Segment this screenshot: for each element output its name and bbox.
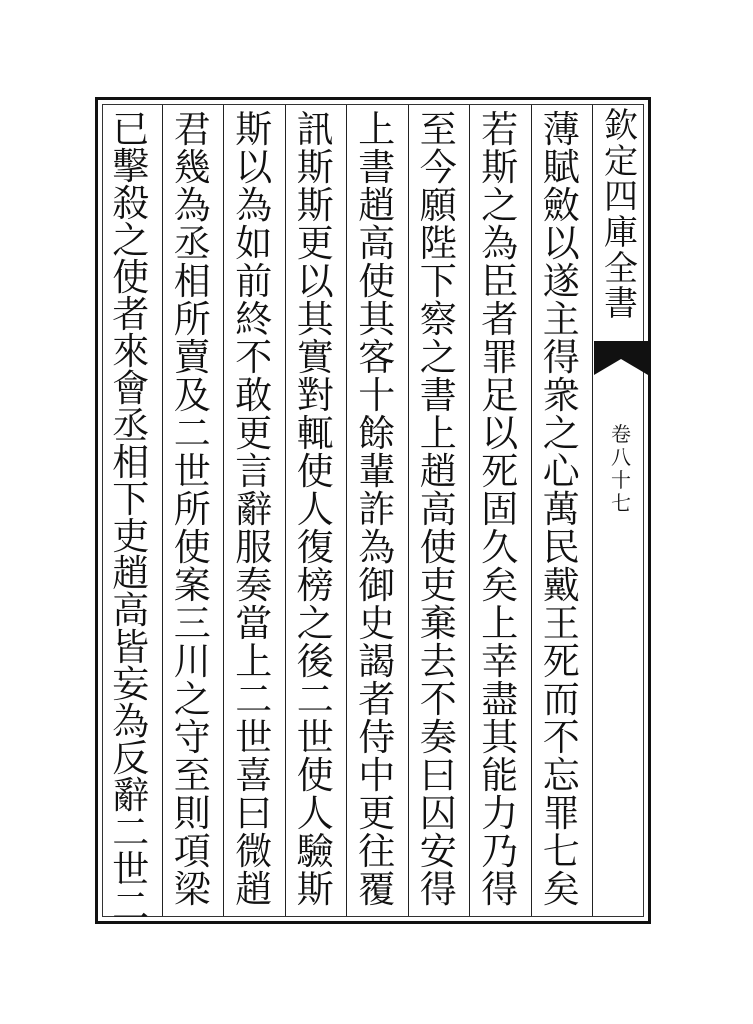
glyph: 為 [173,184,211,227]
glyph: 殺 [112,182,150,225]
glyph: 丞 [112,404,150,447]
glyph: 斯 [235,108,273,151]
glyph: 已 [112,108,150,151]
glyph: 忘 [542,754,580,797]
glyph: 服 [235,526,273,569]
text-column [162,105,224,916]
glyph: 三 [173,602,211,645]
glyph: 矣 [481,564,519,607]
glyph: 久 [481,526,519,569]
glyph: 及 [173,374,211,417]
glyph: 書 [358,146,396,189]
glyph: 上 [358,108,396,151]
glyph: 十 [358,374,396,417]
glyph: 若 [481,108,519,151]
glyph: 往 [358,830,396,873]
glyph: 民 [542,526,580,569]
glyph: 願 [419,184,457,227]
glyph: 案 [173,564,211,607]
glyph: 不 [419,678,457,721]
text-column [100,105,162,928]
glyph: 二 [112,885,150,928]
glyph: 餘 [358,412,396,455]
glyph: 幸 [481,640,519,683]
glyph: 二 [112,811,150,854]
glyph: 之 [112,219,150,262]
text-block [102,104,644,928]
glyph: 斯 [296,184,334,227]
glyph: 罪 [542,792,580,835]
glyph: 斯 [296,868,334,911]
column-rule [285,105,286,916]
glyph: 敢 [235,374,273,417]
text-column [223,105,285,916]
glyph: 之 [173,678,211,721]
glyph: 盡 [481,678,519,721]
glyph: 幾 [173,146,211,189]
glyph: 下 [419,260,457,303]
column-rule [531,105,532,916]
glyph: 則 [173,792,211,835]
margin-char: 四 [604,177,638,218]
glyph: 人 [296,488,334,531]
glyph: 固 [481,488,519,531]
text-column [346,105,408,916]
glyph: 更 [296,222,334,265]
glyph: 至 [173,754,211,797]
glyph: 吏 [112,515,150,558]
glyph: 戴 [542,564,580,607]
margin-char: 七 [611,491,631,515]
glyph: 御 [358,564,396,607]
glyph: 高 [419,488,457,531]
column-rule [469,105,470,916]
glyph: 妄 [112,663,150,706]
column-rule [408,105,409,916]
glyph: 輒 [296,412,334,455]
glyph: 以 [235,146,273,189]
glyph: 詐 [358,488,396,531]
glyph: 對 [296,374,334,417]
glyph: 喜 [235,754,273,797]
glyph: 辭 [112,774,150,817]
glyph: 終 [235,298,273,341]
glyph: 其 [296,298,334,341]
juan-number [602,423,640,515]
glyph: 使 [296,450,334,493]
glyph: 其 [358,298,396,341]
glyph: 足 [481,374,519,417]
glyph: 力 [481,792,519,835]
glyph: 薄 [542,108,580,151]
margin-char: 定 [604,141,638,182]
column-rule [162,105,163,916]
glyph: 吏 [419,564,457,607]
glyph: 謁 [358,640,396,683]
glyph: 奏 [419,716,457,759]
glyph: 曰 [235,792,273,835]
glyph: 實 [296,336,334,379]
glyph: 主 [542,298,580,341]
glyph: 之 [481,184,519,227]
glyph: 得 [542,336,580,379]
glyph: 侍 [358,716,396,759]
glyph: 下 [112,478,150,521]
glyph: 不 [542,716,580,759]
glyph: 高 [358,222,396,265]
glyph: 世 [235,716,273,759]
book-title [600,106,642,325]
glyph: 會 [112,367,150,410]
glyph: 上 [235,640,273,683]
glyph: 趙 [235,868,273,911]
glyph: 斯 [296,146,334,189]
glyph: 二 [296,678,334,721]
glyph: 訊 [296,108,334,151]
glyph: 君 [173,108,211,151]
glyph: 來 [112,330,150,373]
glyph: 以 [542,222,580,265]
glyph: 七 [542,830,580,873]
glyph: 守 [173,716,211,759]
glyph: 去 [419,640,457,683]
glyph: 能 [481,754,519,797]
glyph: 驗 [296,830,334,873]
glyph: 史 [358,602,396,645]
glyph: 前 [235,260,273,303]
margin-char: 書 [604,284,638,325]
glyph: 擊 [112,145,150,188]
glyph: 榜 [296,564,334,607]
margin-char: 十 [611,468,631,492]
glyph: 以 [481,412,519,455]
glyph: 今 [419,146,457,189]
glyph: 至 [419,108,457,151]
glyph: 言 [235,450,273,493]
glyph: 所 [173,488,211,531]
glyph: 趙 [358,184,396,227]
text-column [469,105,531,916]
glyph: 相 [112,441,150,484]
glyph: 相 [173,260,211,303]
glyph: 皆 [112,626,150,669]
glyph: 陛 [419,222,457,265]
glyph: 川 [173,640,211,683]
margin-char: 庫 [604,213,638,254]
glyph: 曰 [419,754,457,797]
glyph: 棄 [419,602,457,645]
glyph: 者 [358,678,396,721]
glyph: 梁 [173,868,211,911]
glyph: 奏 [235,564,273,607]
glyph: 使 [358,260,396,303]
glyph: 斯 [481,146,519,189]
margin-char: 卷 [611,422,631,446]
glyph: 斂 [542,184,580,227]
glyph: 輩 [358,450,396,493]
glyph: 得 [419,868,457,911]
glyph: 衆 [542,374,580,417]
text-column [531,105,593,916]
fish-tail-mark [594,341,648,375]
glyph: 遂 [542,260,580,303]
glyph: 者 [112,293,150,336]
glyph: 反 [112,737,150,780]
column-rule [346,105,347,916]
glyph: 賦 [542,146,580,189]
glyph: 死 [481,450,519,493]
text-column [285,105,347,916]
glyph: 當 [235,602,273,645]
glyph: 心 [542,450,580,493]
margin-char: 八 [611,445,631,469]
glyph: 矣 [542,868,580,911]
glyph: 為 [235,184,273,227]
glyph: 中 [358,754,396,797]
glyph: 書 [419,374,457,417]
column-rule [223,105,224,916]
glyph: 使 [112,256,150,299]
margin-column [594,105,648,916]
glyph: 囚 [419,792,457,835]
glyph: 客 [358,336,396,379]
glyph: 死 [542,640,580,683]
glyph: 人 [296,792,334,835]
glyph: 王 [542,602,580,645]
glyph: 為 [112,700,150,743]
glyph: 世 [296,716,334,759]
glyph: 者 [481,298,519,341]
glyph: 世 [112,848,150,891]
glyph: 微 [235,830,273,873]
glyph: 二 [173,412,211,455]
margin-char: 全 [604,248,638,289]
glyph: 察 [419,298,457,341]
glyph: 更 [358,792,396,835]
glyph: 安 [419,830,457,873]
margin-char: 欽 [604,106,638,146]
glyph: 為 [358,526,396,569]
glyph: 使 [173,526,211,569]
glyph: 上 [419,412,457,455]
glyph: 趙 [112,552,150,595]
glyph: 之 [542,412,580,455]
glyph: 萬 [542,488,580,531]
glyph: 之 [419,336,457,379]
glyph: 為 [481,222,519,265]
glyph: 得 [481,868,519,911]
glyph: 世 [173,450,211,493]
glyph: 罪 [481,336,519,379]
glyph: 使 [419,526,457,569]
glyph: 更 [235,412,273,455]
glyph: 趙 [419,450,457,493]
glyph: 如 [235,222,273,265]
glyph: 覆 [358,868,396,911]
glyph: 上 [481,602,519,645]
text-column [408,105,470,916]
glyph: 項 [173,830,211,873]
glyph: 辭 [235,488,273,531]
glyph: 後 [296,640,334,683]
glyph: 不 [235,336,273,379]
glyph: 丞 [173,222,211,265]
glyph: 復 [296,526,334,569]
glyph: 乃 [481,830,519,873]
glyph: 所 [173,298,211,341]
glyph: 其 [481,716,519,759]
glyph: 二 [235,678,273,721]
glyph: 高 [112,589,150,632]
glyph: 賣 [173,336,211,379]
glyph: 使 [296,754,334,797]
glyph: 之 [296,602,334,645]
page-frame [95,97,651,928]
glyph: 以 [296,260,334,303]
glyph: 而 [542,678,580,721]
glyph: 臣 [481,260,519,303]
column-rule [592,105,593,916]
